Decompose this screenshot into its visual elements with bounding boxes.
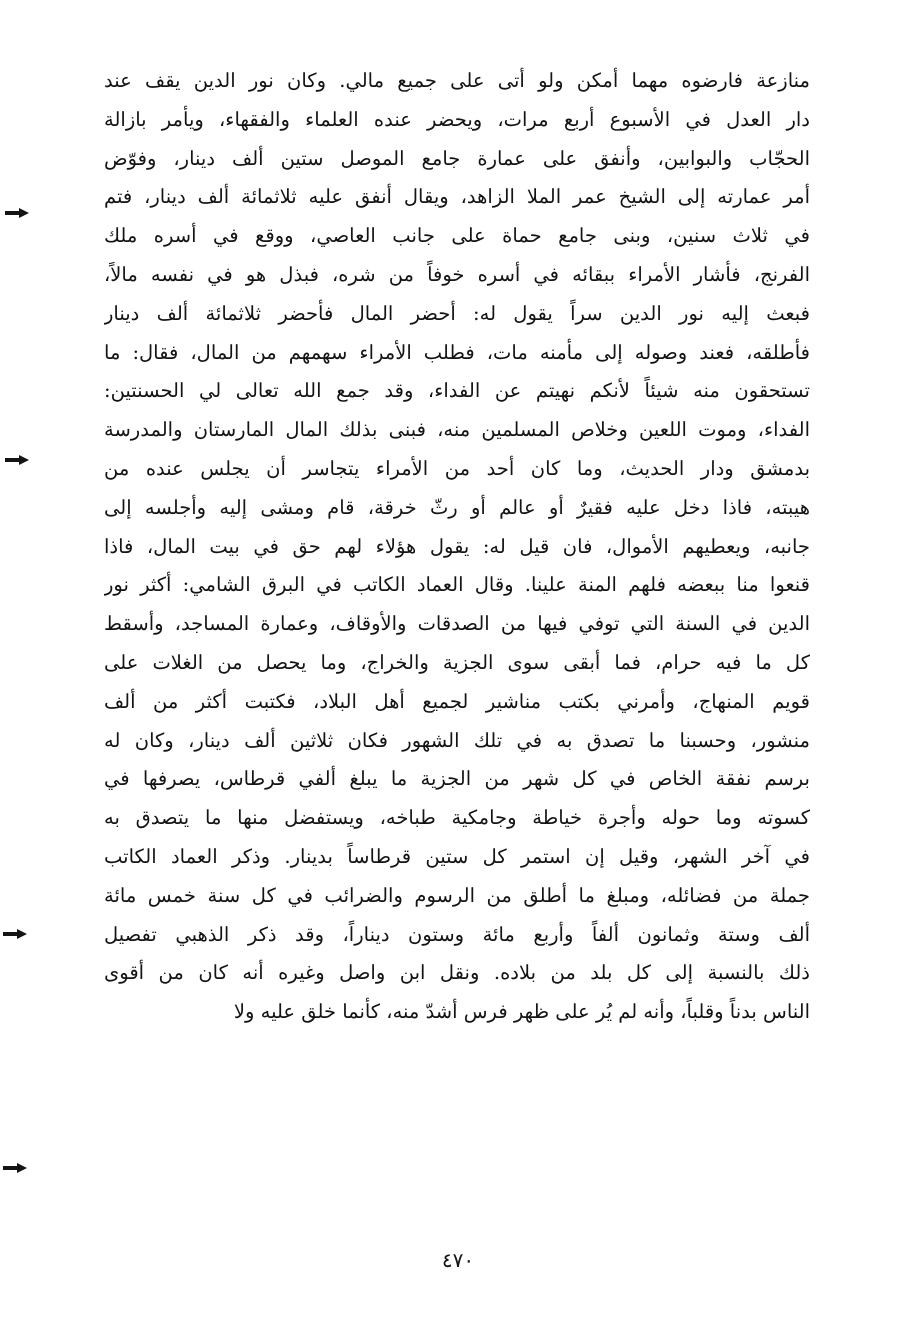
text-line: برسم نفقة الخاص في كل شهر من الجزية ما يبلغ ألفي قرطاس، يصرفها في <box>104 767 810 791</box>
text-line: الفرنج، فأشار الأمراء ببقائه في أسره خوفاً من شره، فبذل هو في نفسه مالاً، <box>104 262 810 286</box>
text-line: ذلك بالنسبة إلى كل بلد من بلاده. ونقل ابن واصل وغيره أنه كان من أقوى <box>104 961 810 985</box>
text-line: في ثلاث سنين، وبنى جامع حماة على جانب العاصي، ووقع في أسره ملك <box>104 224 810 248</box>
text-line: جانبه، ويعطيهم الأموال، فان قيل له: يقول هؤلاء لهم حق في بيت المال، فاذا <box>104 534 810 558</box>
pointer-arrow-icon <box>4 207 30 219</box>
text-line: كسوته وما حوله وأجرة خياطة وجامكية طباخه، ويستفضل منها ما يتصدق به <box>104 806 810 830</box>
pointer-arrow-icon <box>4 454 30 466</box>
text-line: كل ما فيه حرام، فما أبقى سوى الجزية والخراج، وما يحصل من الغلات على <box>104 650 810 674</box>
text-line: بدمشق ودار الحديث، وما كان أحد من الأمراء يتجاسر أن يجلس عنده من <box>104 456 810 480</box>
text-line: في آخر الشهر، وقيل إن استمر كل ستين قرطاساً بدينار. وذكر العماد الكاتب <box>104 844 810 868</box>
text-line: فأطلقه، فعند وصوله إلى مأمنه مات، فطلب الأمراء سهمهم من المال، فقال: ما <box>104 340 810 364</box>
text-line: ألف وستة وثمانون ألفاً وأربع مائة وستون ديناراً، وقد ذكر الذهبي تفصيل <box>104 922 810 946</box>
text-line: فبعث إليه نور الدين سراً يقول له: أحضر المال فأحضر ثلاثمائة ألف دينار <box>104 301 810 325</box>
text-line: قنعوا منا ببعضه فلهم المنة علينا. وقال العماد الكاتب في البرق الشامي: أكثر نور <box>104 573 810 597</box>
text-line: أمر عمارته إلى الشيخ عمر الملا الزاهد، ويقال أنفق عليه ثلاثمائة ألف دينار، فتم <box>104 185 810 209</box>
text-line: الحجّاب والبوابين، وأنفق على عمارة جامع الموصل ستين ألف دينار، وفوّض <box>104 146 810 170</box>
pointer-arrow-icon <box>2 928 28 940</box>
text-line: جملة من فضائله، ومبلغ ما أطلق من الرسوم والضرائب في كل سنة خمس مائة <box>104 883 810 907</box>
text-line: قويم المنهاج، وأمرني بكتب مناشير لجميع أهل البلاد، فكتبت أكثر من ألف <box>104 689 810 713</box>
text-line: هيبته، فاذا دخل عليه فقيرٌ أو عالم أو رثّ خرقة، قام ومشى إليه وأجلسه إلى <box>104 495 810 519</box>
text-line: الناس بدناً وقلباً، وأنه لم يُر على ظهر فرس أشدّ منه، كأنما خلق عليه ولا <box>233 1000 810 1024</box>
text-line: منشور، وحسبنا ما تصدق به في تلك الشهور فكان ثلاثين ألف دينار، وكان له <box>104 728 810 752</box>
text-line: منازعة فارضوه مهما أمكن ولو أتى على جميع مالي. وكان نور الدين يقف عند <box>104 69 810 92</box>
text-line: تستحقون منه شيئاً لأنكم نهيتم عن الفداء، وقد جمع الله تعالى لي الحسنتين: <box>104 379 810 403</box>
text-line: الدين في السنة التي توفي فيها من الصدقات والأوقاف، وعمارة المساجد، وأسقط <box>104 612 810 636</box>
text-line: دار العدل في الأسبوع أربع مرات، ويحضر عنده العلماء والفقهاء، ويأمر بازالة <box>104 107 810 131</box>
body-text <box>104 62 810 1032</box>
text-line: الفداء، وموت اللعين وخلاص المسلمين منه، فبنى بذلك المال المارستان والمدرسة <box>104 418 810 442</box>
page-number: ٤٧٠ <box>441 1248 475 1272</box>
pointer-arrow-icon <box>2 1162 28 1174</box>
